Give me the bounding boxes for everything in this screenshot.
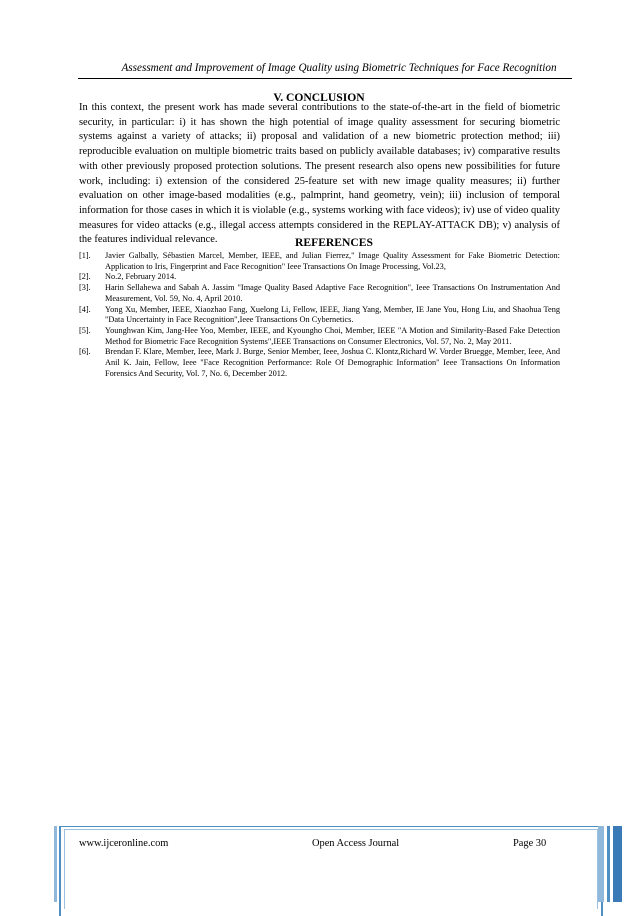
running-header: Assessment and Improvement of Image Quality using Biometric Techniques for Face Recognition [121,62,557,74]
references-heading: REFERENCES [295,236,373,249]
reference-text: Harin Sellahewa and Sabah A. Jassim "Image Quality Based Adaptive Face Recognition", Ieee Transactions On Instrumentation And Measurement, Vol. 59, No. 4, April 2010. [105,283,560,303]
footer-side-bars [598,826,622,902]
reference-number: [3]. [79,283,91,293]
reference-text: Younghwan Kim, Jang-Hee Yoo, Member, IEEE, and Kyoungho Choi, Member, IEEE "A Motion and Similarity-Based Fake Detection Method for Biometric Face Recognition Systems",IEEE Transactions on Consumer Electronics, Vol. 57, No. 2, May 2011. [105,325,560,346]
conclusion-paragraph: In this context, the present work has made several contributions to the state-of-the-art in the field of biometric security, in particular: i) it has shown the high potential of image quality assessment for securing biometric systems against a variety of attacks; ii) proposal and validation of a new biometric protection method; iii) reproducible evaluation on multiple biometric traits based on publicly available databases; iv) comparative results with other previously proposed protection solutions. The present research also opens new possibilities for future work, including: i) extension of the considered 25-feature set with new image quality measures; ii) further evaluation on other image-based modalities (e.g., palmprint, hand geometry, vein); iii) inclusion of temporal information for those cases in which it is violable (e.g., systems working with face videos); iv) use of video quality measures for video attacks (e.g., illegal access attempts considered in the REPLAY-ATTACK DB); v) analysis of the features individual relevance. [79,102,560,246]
reference-number: [4]. [79,304,91,314]
reference-number: [2]. [79,272,91,282]
reference-text: Javier Galbally, Sébastien Marcel, Member, IEEE, and Julian Fierrez," Image Quality Assessment for Fake Biometric Detection: Application to Iris, Fingerprint and Face Recognition" Ieee Transactions On Image Processing, Vol.23, [105,251,560,271]
references-list [79,251,560,379]
reference-text: No.2, February 2014. [105,272,177,282]
footer-page-number: Page 30 [513,838,547,849]
footer-journal-label: Open Access Journal [312,838,400,849]
reference-number: [1]. [79,251,91,260]
reference-text: Yong Xu, Member, IEEE, Xiaozhao Fang, Xuelong Li, Fellow, IEEE, Jiang Yang, Member, IE Jane You, Hong Liu, and Shaohua Teng "Data Uncertainty in Face Recognition",Ieee Transactions On Cybernetics. [105,304,560,325]
reference-item [79,326,560,347]
reference-item [79,305,560,326]
reference-item [79,283,560,304]
reference-item [79,347,560,379]
conclusion-heading: V. CONCLUSION [273,91,365,104]
reference-number: [5]. [79,325,91,335]
header-rule [78,78,572,79]
reference-item [79,272,560,283]
reference-number: [6]. [79,347,91,357]
reference-item [79,251,560,272]
footer-website: www.ijceronline.com [79,838,169,849]
reference-text: Brendan F. Klare, Member, Ieee, Mark J. Burge, Senior Member, Ieee, Joshua C. Klontz,Richard W. Vorder Bruegge, Member, Ieee, And Anil K. Jain, Fellow, Ieee "Face Recognition Performance: Role Of Demographic Information" Ieee Transactions On Information Forensics And Security, Vol. 7, No. 6, December 2012. [105,347,560,378]
footer-left-bar [54,826,57,902]
